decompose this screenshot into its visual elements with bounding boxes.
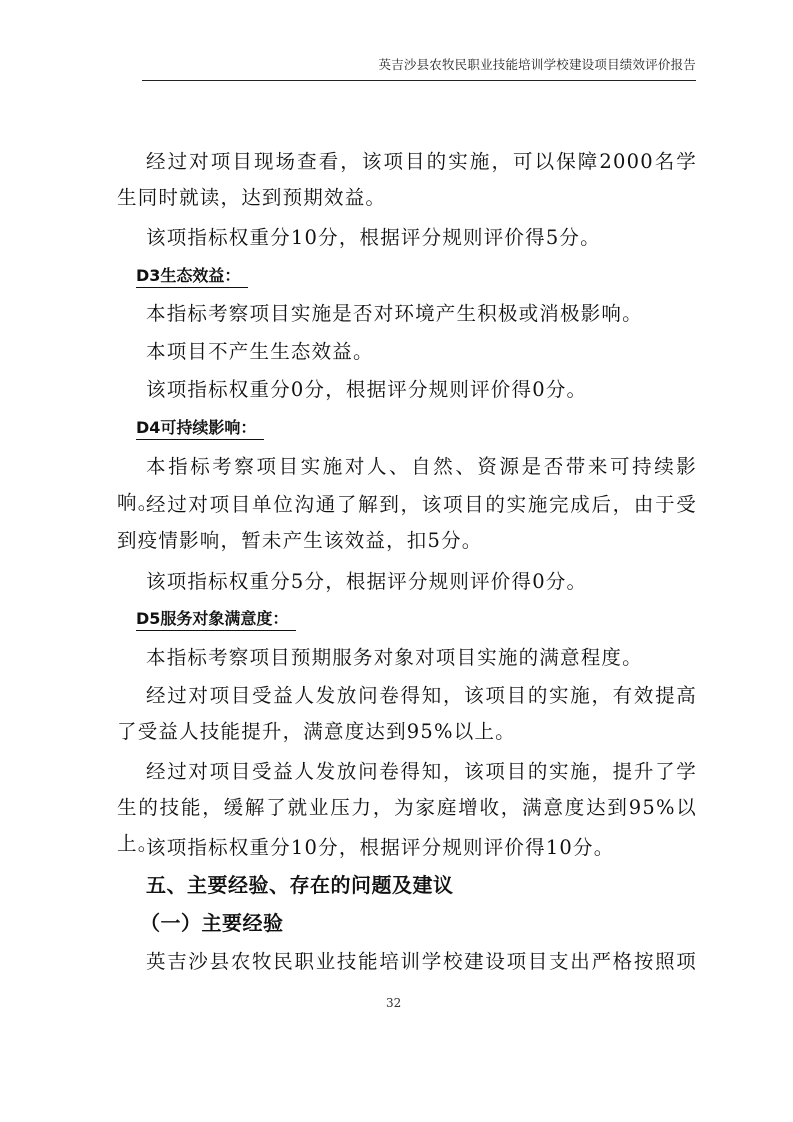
paragraph-d3-score: 该项指标权重分0分，根据评分规则评价得0分。 [146, 378, 588, 401]
heading-d3-ecological-benefit: D3生态效益： [136, 265, 248, 288]
heading-section-5: 五、主要经验、存在的问题及建议 [146, 873, 454, 897]
page-number: 32 [386, 996, 402, 1010]
paragraph-d5-description: 本指标考察项目预期服务对象对项目实施的满意程度。 [146, 646, 643, 669]
paragraph-site-inspection: 经过对项目现场查看，该项目的实施，可以保障2000名学生同时就读，达到预期效益。 [117, 150, 697, 209]
paragraph-main-experience: 英吉沙县农牧民职业技能培训学校建设项目支出严格按照项 [146, 950, 697, 973]
paragraph-d4-finding: 经过对项目单位沟通了解到，该项目的实施完成后，由于受到疫情影响，暂未产生该效益，扣5分。 [117, 493, 697, 552]
heading-section-5-1: （一）主要经验 [140, 911, 284, 935]
paragraph-d3-finding: 本项目不产生生态效益。 [146, 340, 374, 363]
paragraph-d5-finding-1: 经过对项目受益人发放问卷得知，该项目的实施，有效提高了受益人技能提升，满意度达到95%以上。 [117, 684, 697, 743]
paragraph-d5-finding-2: 经过对项目受益人发放问卷得知，该项目的实施，提升了学生的技能，缓解了就业压力，为家庭增收，满意度达到95%以上。 [117, 760, 697, 855]
heading-d4-sustainability: D4可持续影响： [136, 417, 264, 440]
paragraph-d3-description: 本指标考察项目实施是否对环境产生积极或消极影响。 [146, 302, 643, 325]
paragraph-d5-score: 该项指标权重分10分，根据评分规则评价得10分。 [146, 836, 615, 859]
paragraph-score-d2: 该项指标权重分10分，根据评分规则评价得5分。 [146, 226, 601, 249]
header-title: 英吉沙县农牧民职业技能培训学校建设项目绩效评价报告 [378, 57, 696, 72]
paragraph-d4-description: 本指标考察项目实施对人、自然、资源是否带来可持续影响。 [117, 455, 697, 514]
heading-d5-satisfaction: D5服务对象满意度： [136, 608, 296, 631]
paragraph-d4-score: 该项指标权重分5分，根据评分规则评价得0分。 [146, 570, 588, 593]
header-divider [142, 80, 696, 81]
